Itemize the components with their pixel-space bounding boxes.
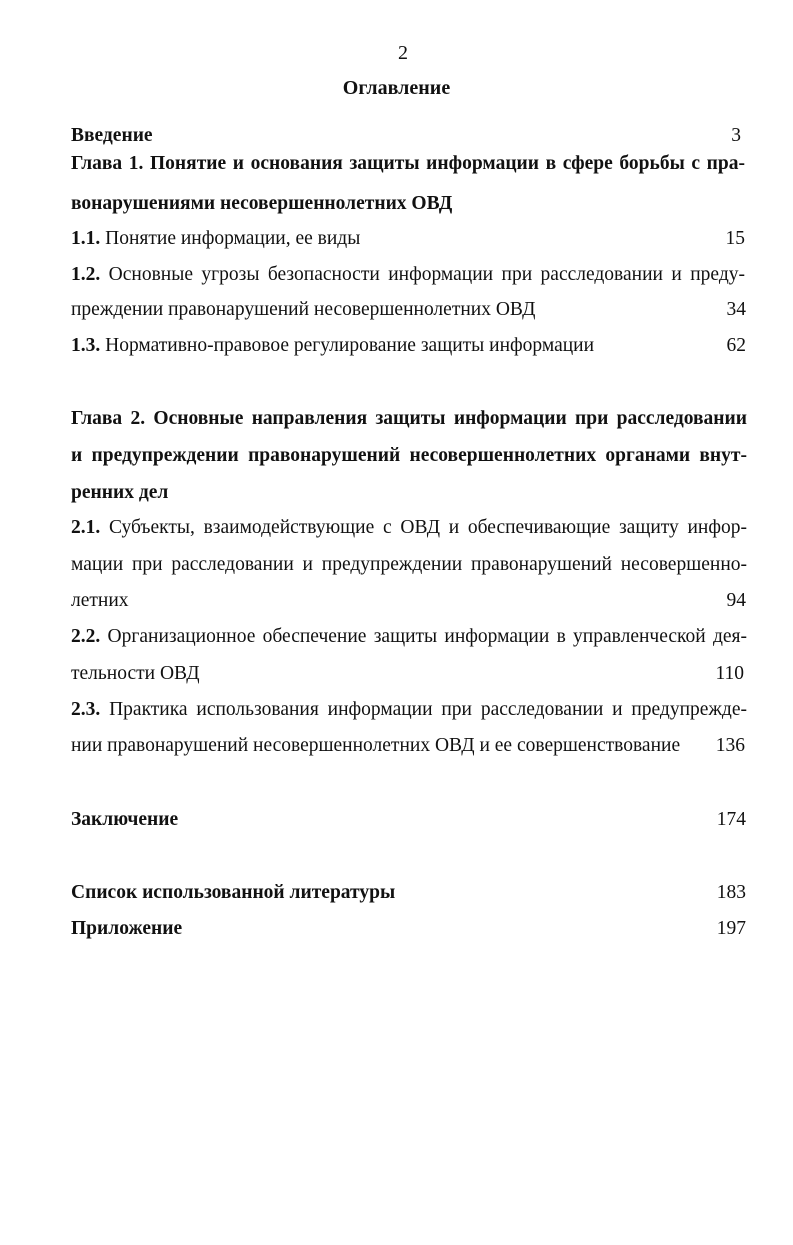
toc-chapter-2-line-2: и предупреждении правонарушений несовершеннолетних органами внут-	[71, 445, 747, 466]
toc-section-1-2-line-1	[71, 264, 745, 286]
toc-page-1-3: 62	[726, 335, 746, 356]
section-number: 2.2.	[71, 626, 101, 647]
toc-section-2-2-line-2: тельности ОВД	[71, 663, 200, 684]
toc-section-2-1-line-2: мации при расследовании и предупреждении правонарушений несовершенно-	[71, 554, 747, 575]
toc-page-literature: 183	[716, 882, 746, 903]
toc-page-appendix: 197	[716, 918, 746, 939]
toc-section-1-3	[71, 335, 594, 357]
section-number: 2.3.	[71, 699, 101, 720]
section-number: 2.1.	[71, 517, 101, 538]
toc-page-intro: 3	[731, 125, 741, 146]
toc-entry-intro: Введение	[71, 125, 153, 146]
section-number: 1.2.	[71, 264, 101, 285]
section-title: Организационное обеспечение защиты информации в управленческой дея-	[100, 626, 747, 647]
toc-chapter-2-line-3: ренних дел	[71, 482, 169, 503]
toc-chapter-1-line-1: Глава 1. Понятие и основания защиты информации в сфере борьбы с пра-	[71, 153, 745, 174]
toc-page-2-2: 110	[715, 663, 744, 684]
section-title: Нормативно-правовое регулирование защиты информации	[100, 335, 595, 356]
toc-entry-literature: Список использованной литературы	[71, 882, 396, 903]
toc-entry-appendix: Приложение	[71, 918, 183, 939]
toc-section-1-2-line-2: преждении правонарушений несовершеннолетних ОВД	[71, 299, 536, 320]
section-title: Практика использования информации при расследовании и предупрежде-	[100, 699, 747, 720]
section-title: Субъекты, взаимодействующие с ОВД и обеспечивающие защиту инфор-	[100, 517, 747, 538]
toc-chapter-1-line-2: вонарушениями несовершеннолетних ОВД	[71, 193, 453, 214]
toc-page-1-1: 15	[725, 228, 745, 249]
section-title: Понятие информации, ее виды	[100, 228, 361, 249]
toc-page-2-1: 94	[726, 590, 746, 611]
toc-page-2-3: 136	[715, 735, 745, 756]
toc-section-2-1-line-1	[71, 517, 747, 539]
section-number: 1.1.	[71, 228, 101, 249]
section-number: 1.3.	[71, 335, 101, 356]
page-number: 2	[398, 42, 408, 64]
toc-chapter-2-line-1: Глава 2. Основные направления защиты информации при расследовании	[71, 408, 747, 429]
toc-section-2-3-line-2: нии правонарушений несовершеннолетних ОВД и ее совершенствование	[71, 735, 681, 756]
toc-page-conclusion: 174	[716, 809, 746, 830]
toc-page-1-2: 34	[726, 299, 746, 320]
toc-section-2-3-line-1	[71, 699, 747, 721]
toc-section-2-2-line-1	[71, 626, 747, 648]
toc-entry-conclusion: Заключение	[71, 809, 179, 830]
section-title: Основные угрозы безопасности информации при расследовании и преду-	[100, 264, 745, 285]
toc-section-2-1-line-3: летних	[71, 590, 129, 611]
page-title: Оглавление	[342, 77, 451, 99]
toc-section-1-1	[71, 228, 360, 250]
